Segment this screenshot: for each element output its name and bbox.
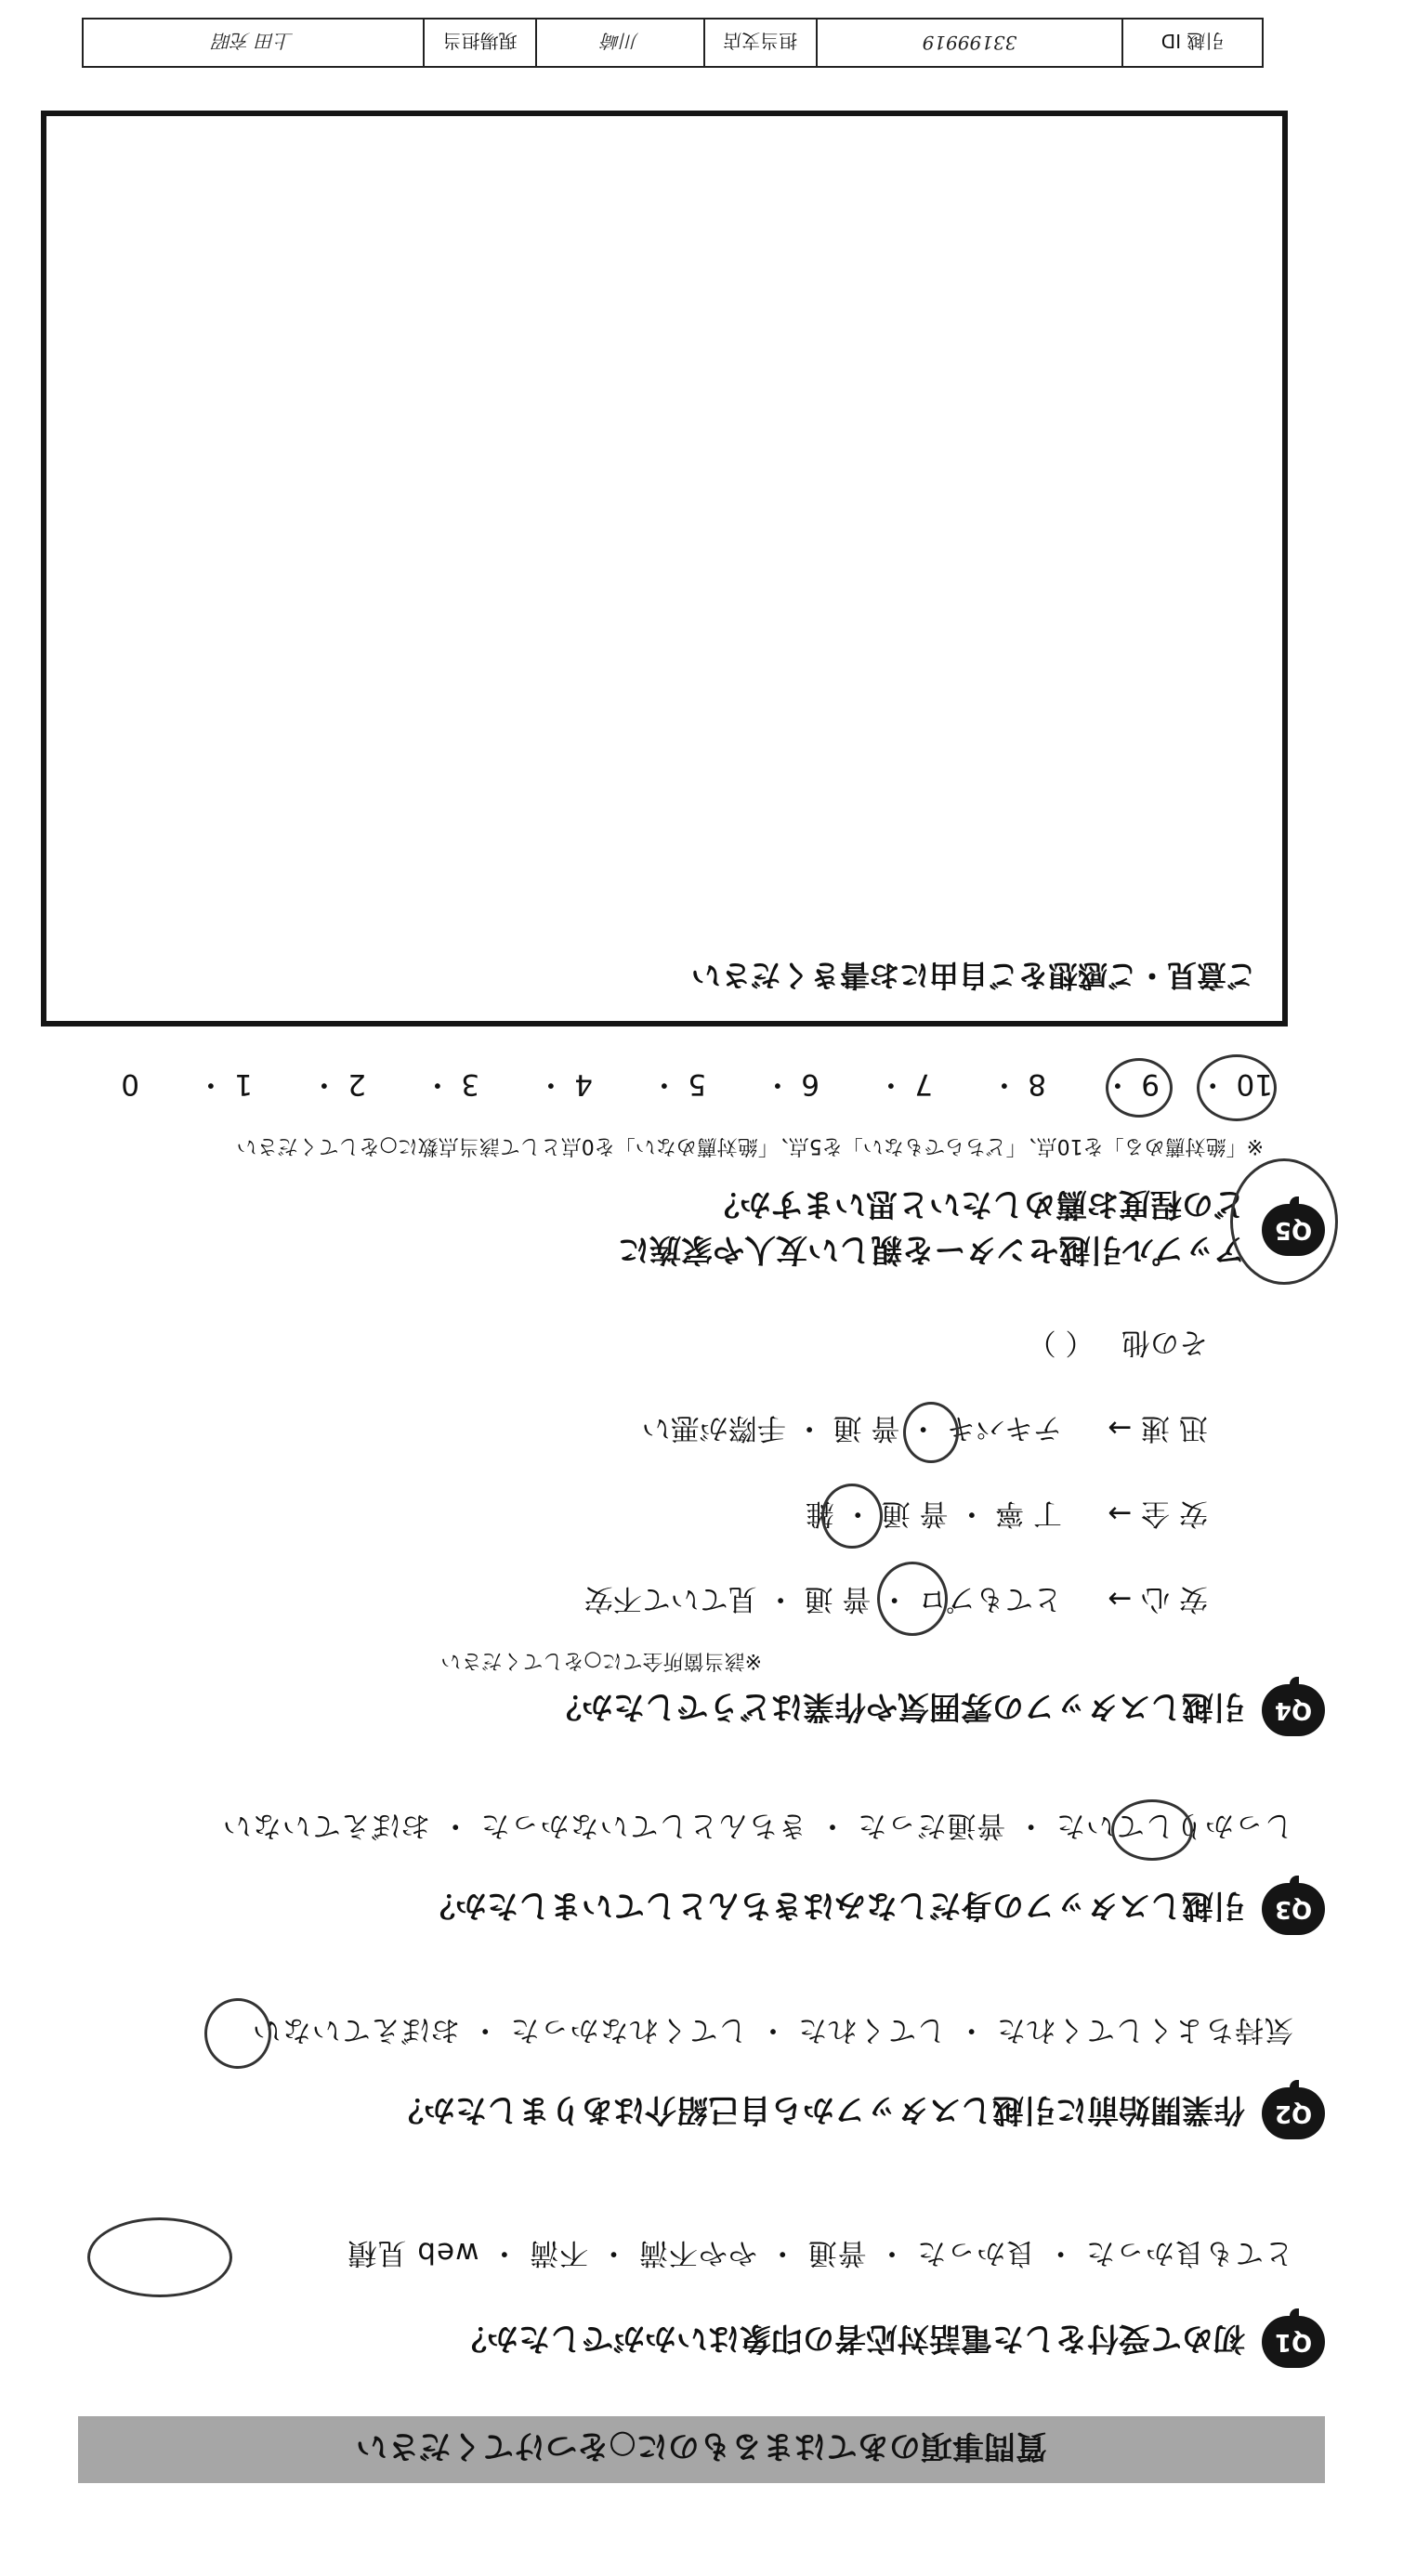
q5-scale [26, 1066, 1273, 1108]
q3-answer-circle [1111, 1799, 1193, 1861]
q4-anzen-circle [821, 1484, 883, 1549]
q5-text-line1: アップル引越センターを親しい友人や家族に [618, 1231, 1245, 1268]
q4-row-other [1028, 1325, 1208, 1366]
q4-note: ※該当箇所全てに○をしてください [440, 1649, 762, 1672]
scale-value-3: 3 ・ [423, 1067, 479, 1101]
q4-row-options: （ ） [1027, 1326, 1095, 1359]
scale-value-10: 10 ・ [1198, 1067, 1273, 1101]
q5-answer-circle-9 [1106, 1058, 1173, 1118]
q4-row-options: テキパキ ・ 普 通 ・ 手際が悪い [641, 1411, 1063, 1445]
q5-text-line2: どの程度お薦めしたいと思いますか？ [708, 1185, 1245, 1223]
question-q2 [392, 2087, 1325, 2139]
scale-value-7: 7 ・ [876, 1067, 933, 1101]
scale-value-0: 0 [121, 1067, 139, 1101]
q5-badge-circle [1230, 1158, 1338, 1285]
staff-label: 現場担当 [425, 20, 537, 66]
scale-value-1: 1 ・ [196, 1067, 253, 1101]
header-title: 質問事項のあてはまるものに○をつけてください [356, 2427, 1047, 2465]
q4-row-label: その他 [1121, 1326, 1208, 1359]
id-label: 引越 ID [1160, 30, 1225, 53]
q1-answer-circle [87, 2217, 232, 2297]
q4-row-label: 安 心 → [1108, 1582, 1208, 1615]
id-box [82, 18, 1264, 68]
question-q4 [550, 1684, 1325, 1736]
q3-answers: しっかりしていた ・ 普通だった ・ きちんとしていなかった ・ おぼえていない [221, 1809, 1293, 1842]
scale-value-6: 6 ・ [763, 1067, 820, 1101]
q4-badge: Q4 [1262, 1684, 1325, 1736]
q4-row-label: 迅 速 → [1108, 1411, 1208, 1445]
q4-row-label: 安 全 → [1108, 1497, 1208, 1530]
q1-answers: とても良かった ・ 良かった ・ 普通 ・ やや不満 ・ 不満 ・ web 見積 [347, 2236, 1293, 2269]
q4-anshin-circle [877, 1562, 948, 1636]
q3-badge: Q3 [1262, 1883, 1325, 1935]
scale-value-9: 9 ・ [1103, 1067, 1160, 1101]
scale-value-5: 5 ・ [649, 1067, 706, 1101]
comment-title: ご意見・ご感想をご自由にお書きください [690, 958, 1256, 993]
q2-answer-circle [204, 1998, 271, 2069]
q5-answer-circle-10 [1197, 1054, 1277, 1121]
q4-row-options: 丁 寧 ・ 普 通 ・ 雑 [805, 1497, 1063, 1530]
q4-jinsoku-circle [903, 1402, 959, 1463]
question-q5 [618, 1184, 1325, 1275]
q5-badge: Q5 [1262, 1204, 1325, 1256]
question-q1 [455, 2316, 1325, 2368]
q2-badge: Q2 [1262, 2087, 1325, 2139]
branch-label: 担当支店 [705, 20, 818, 66]
scale-value-8: 8 ・ [990, 1067, 1046, 1101]
q5-note: ※「絶対薦める」を10点、「どちらでもない」を5点、「絶対薦めない」を0点として該当点数に○をしてください [236, 1134, 1264, 1157]
q2-text: 作業開始前に引越しスタッフから自己紹介はありましたか？ [392, 2091, 1245, 2129]
id-value: 33199919 [818, 20, 1123, 66]
q4-row-options: とてもプロ ・ 普 通 ・ 見ていて不安 [583, 1582, 1063, 1615]
staff-value: 上田 充昭 [84, 20, 425, 66]
q3-text: 引越しスタッフの身だしなみはきちんとしていましたか？ [424, 1887, 1245, 1925]
q4-text: 引越しスタッフの雰囲気や作業はどうでしたか？ [550, 1688, 1245, 1726]
q1-badge: Q1 [1262, 2316, 1325, 2368]
header-bar [78, 2416, 1325, 2483]
comment-box [41, 111, 1288, 1026]
scale-value-2: 2 ・ [309, 1067, 366, 1101]
q2-answers: 気持ちよくしてくれた ・ してくれた ・ してくれなかった ・ おぼえていない [251, 2013, 1293, 2046]
question-q3 [424, 1883, 1325, 1935]
scale-value-4: 4 ・ [536, 1067, 593, 1101]
q1-text: 初めて受付をした電話対応者の印象はいかがでしたか？ [455, 2320, 1245, 2358]
branch-value: 川崎 [537, 20, 705, 66]
